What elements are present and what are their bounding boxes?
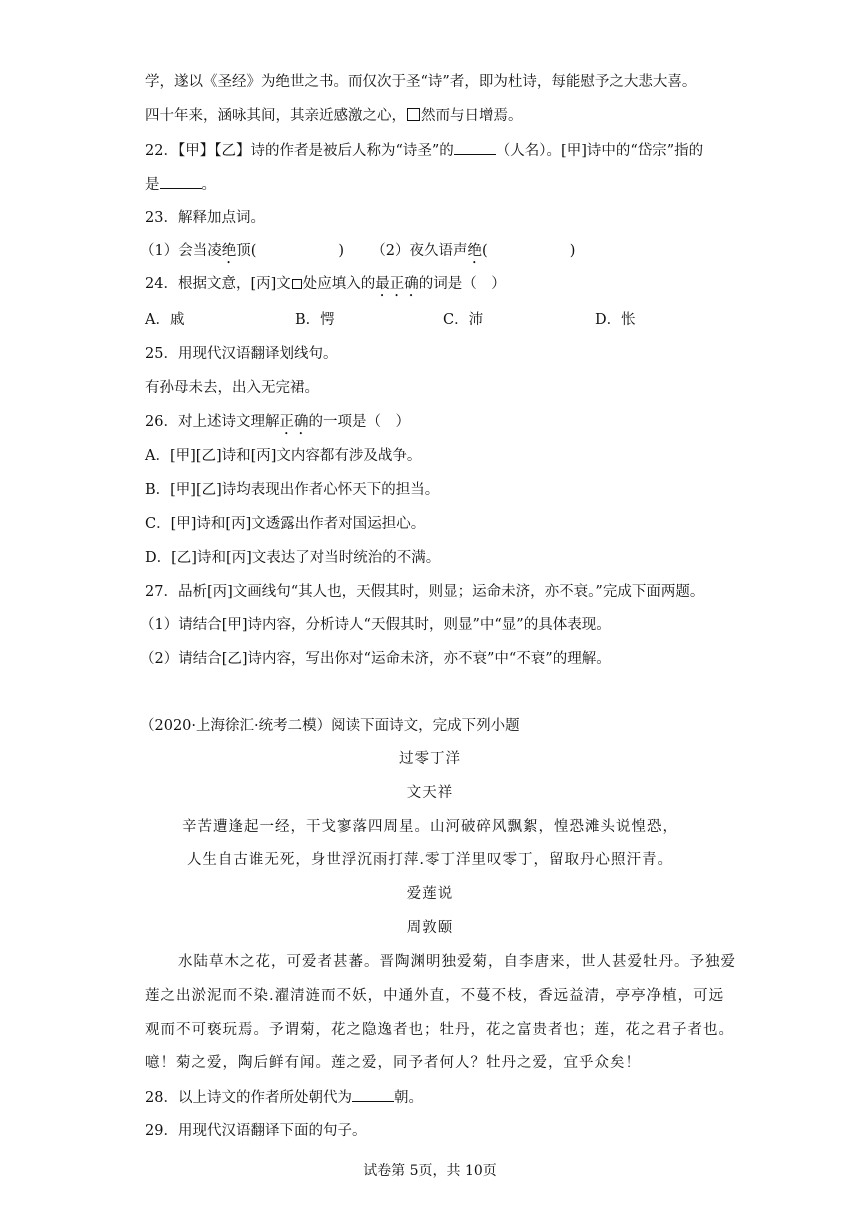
item-text: ( xyxy=(482,243,488,259)
passage-line: 学，遂以《圣经》为绝世之书。而仅次于圣“诗”者，即为杜诗，每能慰予之大悲大喜。 xyxy=(145,74,697,90)
question-27-title: 27．品析[丙]文画线句“其人也，天假其时，则显；运命未济，亦不衰。”完成下面两题。 xyxy=(145,584,705,600)
passage-text: 四十年来，涵咏其间，其亲近感激之心， xyxy=(145,108,406,124)
item-text: ) xyxy=(338,243,345,259)
question-text: 22．【甲】【乙】诗的作者是被后人称为“诗圣”的 xyxy=(145,143,454,159)
item-text: ) xyxy=(569,243,576,259)
question-27-item2: （2）请结合[乙]诗内容，写出你对“运命未济，亦不衰”中“不衰”的理解。 xyxy=(140,651,611,667)
question-text: 的词是（ ） xyxy=(418,276,506,292)
question-text: 是 xyxy=(145,177,160,193)
question-25-sentence: 有孙母未去，出入无完裙。 xyxy=(145,380,319,396)
question-24 xyxy=(145,274,506,300)
dotted-word: 正确 xyxy=(279,414,309,430)
option-a[interactable]: A．[甲][乙]诗和[丙]文内容都有涉及战争。 xyxy=(145,448,422,464)
essay-line: 观而不可亵玩焉。予谓菊，花之隐逸者也；牡丹，花之富贵者也；莲，花之君子者也。 xyxy=(145,1022,734,1038)
question-text: （人名）。[甲]诗中的“岱宗”指的 xyxy=(495,143,704,159)
poem-title: 过零丁洋 xyxy=(399,751,461,767)
answer-blank[interactable] xyxy=(160,174,202,189)
question-text: 26．对上述诗文理解 xyxy=(145,414,280,430)
option-d[interactable]: D．怅 xyxy=(595,312,636,328)
essay-line: 莲之出淤泥而不染.濯清涟而不妖，中通外直，不蔓不枝，香远益清，亭亭净植，可远 xyxy=(145,988,725,1004)
option-a[interactable]: A．戚 xyxy=(145,312,185,328)
question-28 xyxy=(145,1087,423,1108)
blank-box xyxy=(292,279,302,289)
blank-box xyxy=(407,108,420,121)
item-text: （1）会当凌 xyxy=(140,243,222,259)
answer-blank[interactable] xyxy=(454,140,496,155)
question-text: 朝。 xyxy=(393,1090,423,1106)
passage-line xyxy=(145,106,523,126)
item-text: （2）夜久语声 xyxy=(371,243,468,259)
question-22 xyxy=(145,140,703,161)
question-23-items xyxy=(140,241,575,267)
option-b[interactable]: B．[甲][乙]诗均表现出作者心怀天下的担当。 xyxy=(145,482,440,498)
option-c[interactable]: C．[甲]诗和[丙]文透露出作者对国运担心。 xyxy=(145,516,426,532)
option-c[interactable]: C．沛 xyxy=(443,312,484,328)
passage-text: 然而与日增焉。 xyxy=(421,108,523,124)
essay-author: 周敦颐 xyxy=(406,920,454,936)
section-header: （2020·上海徐汇·统考二模）阅读下面诗文，完成下列小题 xyxy=(140,718,520,734)
answer-blank[interactable] xyxy=(352,1087,394,1102)
question-text: 。 xyxy=(201,177,216,193)
item-text: 顶( xyxy=(236,243,257,259)
dotted-word: 绝 xyxy=(467,243,483,259)
poem-line: 辛苦遭逢起一经，干戈寥落四周星。山河破碎风飘絮，惶恐滩头说惶恐， xyxy=(182,819,678,835)
essay-line: 噫！菊之爱，陶后鲜有闻。莲之爱，同予者何人？牡丹之爱，宜乎众矣！ xyxy=(145,1055,641,1071)
poem-author: 文天祥 xyxy=(406,785,454,801)
poem-line: 人生自古谁无死，身世浮沉雨打萍.零丁洋里叹零丁，留取丹心照汗青。 xyxy=(186,852,674,868)
question-27-item1: （1）请结合[甲]诗内容，分析诗人“天假其时，则显”中“显”的具体表现。 xyxy=(140,617,611,633)
question-25-title: 25．用现代汉语翻译划线句。 xyxy=(145,346,338,362)
question-text: 24．根据文意，[丙]文 xyxy=(145,276,291,292)
question-22-cont xyxy=(145,174,216,195)
question-text: 28．以上诗文的作者所处朝代为 xyxy=(145,1090,352,1106)
dotted-word: 绝 xyxy=(221,243,237,259)
question-23-title: 23．解释加点词。 xyxy=(145,210,265,226)
question-text: 的一项是（ ） xyxy=(308,414,410,430)
question-26 xyxy=(145,412,410,438)
page-footer: 试卷第 5页，共 10页 xyxy=(363,1163,497,1179)
option-b[interactable]: B．愕 xyxy=(295,312,335,328)
dotted-word: 最正确 xyxy=(375,276,419,292)
essay-line: 水陆草木之花，可爱者甚蕃。晋陶渊明独爱菊，自李唐来，世人甚爱牡丹。予独爱 xyxy=(178,954,736,970)
essay-title: 爱莲说 xyxy=(406,886,454,902)
question-text: 处应填入的 xyxy=(302,276,376,292)
question-29-title: 29．用现代汉语翻译下面的句子。 xyxy=(145,1123,367,1139)
option-d[interactable]: D．[乙]诗和[丙]文表达了对当时统治的不满。 xyxy=(145,550,441,566)
